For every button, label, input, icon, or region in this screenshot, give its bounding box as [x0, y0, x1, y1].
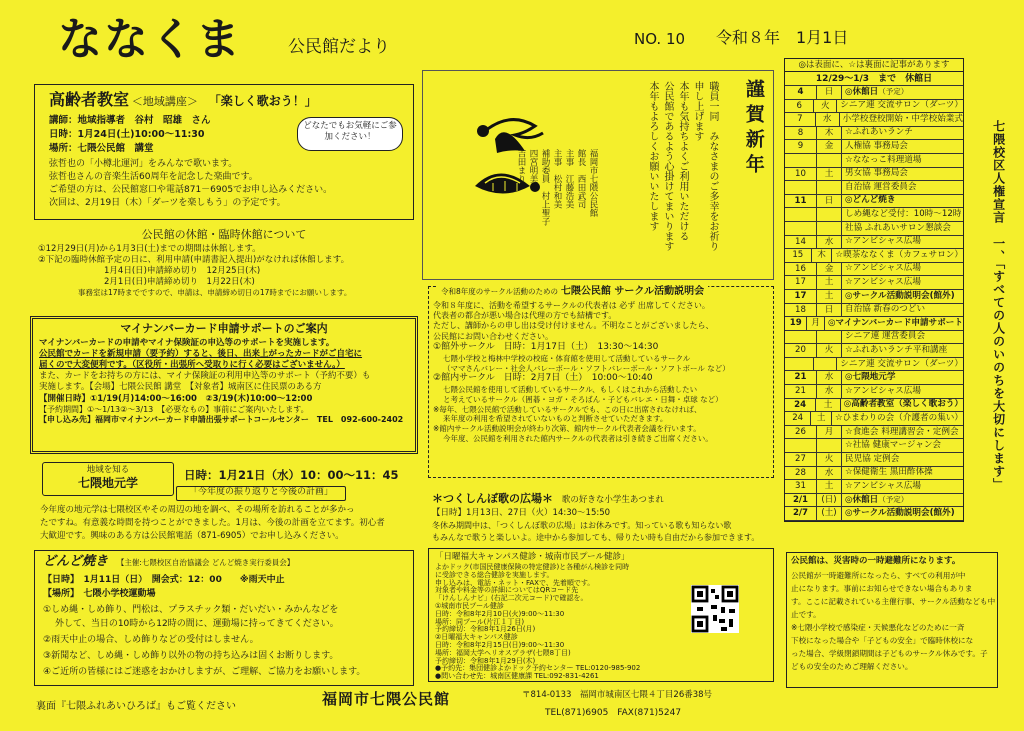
calendar-weekday	[817, 439, 842, 452]
calendar-weekday: (日)	[817, 494, 842, 507]
disaster-line: す。ここに記載されている主催行事、サークル活動なども中	[791, 597, 996, 607]
calendar-day: 7	[785, 113, 816, 126]
calendar-day: 14	[785, 236, 817, 249]
closure-section	[34, 228, 414, 310]
calendar-row	[785, 236, 963, 250]
disaster-line: った場合、学級閉鎖期間は子どものサークル休みです。子	[791, 649, 988, 659]
health-line: ●問い合わせ先：城南区健康課 TEL:092-831-4261	[435, 672, 599, 681]
elderly-subtitle: ＜地域講座＞	[131, 95, 198, 108]
elderly-body: 次回は、2月19日（木）「ダーツを楽しもう」の予定です。	[49, 198, 286, 208]
health-line: 日時：令和8年2月15日(日)9:00～11:30	[435, 640, 565, 649]
calendar-row	[785, 371, 963, 385]
calendar-day	[785, 439, 817, 452]
health-line: よかドック(市国民健康保険の特定健診)と各種がん検診を同時	[435, 563, 630, 571]
calendar-event: 男女協 事務局会	[845, 168, 908, 179]
calendar-weekday: 土	[817, 480, 842, 493]
calendar-row	[785, 331, 963, 345]
closure-line: 2月1日(日)申請締め切り 1月22日(木)	[104, 277, 255, 288]
calendar-day: 17	[785, 276, 817, 289]
greeting-title: 謹賀新年	[742, 79, 765, 179]
calendar-weekday: 土	[817, 290, 842, 303]
calendar-event: ☆社協 健康マージャン会	[845, 440, 942, 451]
calendar-event: 小学校登校開始・中学校始業式	[842, 113, 963, 124]
calendar-event: シニア連 運営委員会	[845, 331, 926, 342]
closure-line: ②下記の臨時休館予定の日に、利用申請(申請書記入提出)がなければ休館します。	[38, 255, 350, 266]
mynumber-box	[30, 316, 418, 454]
tsukushinbo-line: 冬休み期間中は、「つくしんぼ歌の広場」はお休みです。知っている歌も知らない歌	[432, 521, 732, 530]
calendar-day: 24	[785, 399, 816, 412]
mynumber-title: マイナンバーカード申請サポートのご案内	[120, 322, 328, 335]
calendar-row	[785, 195, 963, 209]
calendar-event: ◎高齢者教室（楽しく歌おう）	[843, 399, 963, 410]
calendar-event: ☆保健衛生 黒田酢体操	[845, 467, 933, 478]
calendar-row	[785, 140, 963, 154]
calendar-day	[785, 358, 814, 371]
calendar-event: ☆ななっこ料理道場	[845, 154, 922, 165]
calendar-row	[785, 100, 963, 114]
dondo-box	[34, 550, 414, 686]
calendar-event: ☆食進会 料理講習会・定例会	[845, 426, 959, 437]
calendar-event: 自治協 運営委員会	[845, 181, 917, 192]
masthead-title: ななくま	[58, 14, 242, 65]
calendar-weekday	[817, 222, 842, 235]
health-line: 申し込みは、電話・ネット・FAXで、先着順です。	[435, 578, 595, 587]
calendar-event: ☆ふれあいランチ平和講座	[845, 344, 948, 355]
health-line: 日時：令和8年2月10日(火)9:00～11:30	[435, 609, 565, 618]
footer-org: 福岡市七隈公民館	[322, 690, 451, 708]
calendar-row	[785, 344, 963, 358]
health-line: ●予約先：集団健診よかドック予約センター TEL:0120-985-902	[435, 664, 641, 673]
calendar-row	[785, 399, 963, 413]
calendar-weekday	[817, 181, 842, 194]
dondo-line: 【日時】 1月11日（日） 開会式：12：00 ※雨天中止	[43, 575, 285, 585]
health-line: 予約締切：令和8年1月29日(木)	[435, 656, 536, 665]
footer-address: 〒814-0133 福岡市城南区七隈４丁目26番38号	[522, 690, 713, 700]
health-line: 対象者や料金等の詳細についてはQRコード先	[435, 586, 579, 595]
issue-date: 令和８年 1月1日	[716, 28, 849, 47]
calendar-row	[785, 208, 963, 222]
issue-number: NO. 10	[634, 30, 686, 48]
circle-line: ※館内サークル活動説明会が終わり次第、館内サークル代表者会議を行います。	[433, 424, 701, 434]
tsukushinbo-line: 【日時】1月13日、27日（火）14:30～15:50	[432, 508, 611, 518]
calendar-event: ◎マイナンバーカード申請サポート	[827, 317, 963, 328]
disaster-line: 下校になった場合や「子どもの安全」で臨時休校にな	[791, 636, 974, 646]
calendar-row	[785, 113, 963, 127]
elderly-body: 弦哲也さんの音楽生活60周年を記念した楽曲です。	[49, 172, 258, 182]
circle-line: 令和８年度に、活動を希望するサークルの代表者は 必ず 出席してください。	[433, 300, 710, 310]
disaster-line: 公民館が一時避難所になったら、すべての利用が中	[791, 571, 966, 581]
mynumber-line: 【申し込み先】福岡市マイナンバーカード申請出張サポートコールセンター TEL 092-600-2402	[39, 414, 404, 424]
health-line: 場所：同プール(片江１丁目)	[435, 617, 525, 626]
calendar-row	[785, 222, 963, 236]
calendar-event: ◎休館日（予定）	[845, 494, 909, 505]
dondo-line: ③新聞など、しめ縄・しめ飾り以外の物の持ち込みは固くお断りします。	[43, 651, 339, 661]
calendar-day: 21	[785, 371, 817, 384]
calendar-day	[785, 222, 817, 235]
tsukushinbo-line: もみんなで歌うと楽しいよ。途中から参加しても、帰りたい時も自由だから参加できます。	[432, 533, 760, 542]
circle-line: 七隈公民館を使用して活動しているサークル、もしくはこれから活動したい	[443, 385, 698, 395]
calendar-weekday	[817, 208, 842, 221]
calendar-weekday: 水	[817, 467, 842, 480]
calendar-weekday: 日	[817, 304, 842, 317]
elderly-body: ご希望の方は、公民館窓口や電話871－6905でお申し込みください。	[49, 185, 333, 195]
dondo-line: ②雨天中止の場合、しめ飾りなどの受付はしません。	[43, 635, 259, 645]
calendar-event: ☆アンビシャス広場	[845, 385, 921, 396]
dondo-line: 外して、当日の10時から12時の間に、運動場に持ってきてください。	[55, 619, 339, 629]
calendar-weekday: 金	[817, 263, 842, 276]
disaster-title: 公民館は、災害時の一時避難所になります。	[791, 556, 961, 566]
calendar-day	[785, 181, 817, 194]
calendar-event: ☆喫茶ななくま（カフェサロン）	[835, 249, 963, 260]
chimoto-tag-box: 地域を知る 七隈地元学	[42, 462, 174, 496]
calendar-row	[785, 453, 963, 467]
health-line: 「けんしんナビ」(右記二次元コード)で確認を。	[435, 594, 588, 603]
health-line: ①城南市民プール健診	[435, 601, 504, 610]
calendar-day: 16	[785, 263, 817, 276]
disaster-line: どもの安全のためご理解ください。	[791, 662, 913, 672]
calendar-row	[785, 317, 963, 331]
disaster-line: ※七隈小学校で感染症・天候悪化などのために一斉	[791, 623, 965, 633]
calendar-row	[785, 385, 963, 399]
calendar-event: シニア連 交流サロン（ダーツ）	[840, 100, 963, 111]
greeting-box	[422, 70, 774, 280]
calendar-row	[785, 426, 963, 440]
calendar-event: ☆アンビシャス広場	[845, 263, 921, 274]
calendar-row	[785, 168, 963, 182]
closure-line: 事務室は17時までですので、申請は、申請締め切日の17時までにお願いします。	[78, 288, 352, 298]
calendar-weekday: 日	[817, 195, 842, 208]
calendar-weekday: 水	[817, 385, 842, 398]
calendar-row	[785, 358, 963, 372]
dondo-org: 【主催:七隈校区自治協議会 どんど焼き実行委員会】	[116, 558, 295, 567]
calendar-day	[785, 208, 817, 221]
circle-line: と考えているサークル（囲碁・ヨガ・そろばん・子どもバレエ・日舞・卓球 など）	[443, 394, 723, 404]
closure-title: 公民館の休館・臨時休館について	[141, 228, 307, 241]
calendar-row	[785, 276, 963, 290]
calendar-weekday: 水	[817, 371, 842, 384]
calendar-row	[785, 249, 963, 263]
mynumber-line: マイナンバーカードの申請やマイナ保険証の申込等のサポートを実施します。	[39, 338, 335, 349]
calendar-weekday	[817, 331, 842, 344]
calendar-day: 21	[785, 385, 817, 398]
calendar-day: 27	[785, 453, 817, 466]
circle-box	[428, 286, 774, 478]
calendar-row	[785, 263, 963, 277]
health-line: 予約締切：令和8年1月26日(月)	[435, 625, 536, 634]
calendar-day: 26	[785, 426, 817, 439]
elderly-line: 日時：1月24日(土)10:00～11:30	[49, 129, 205, 140]
calendar-day: 11	[785, 195, 817, 208]
calendar-day: 2/7	[785, 507, 817, 520]
calendar-notice: ◎は表面に、☆は裏面に記事があります	[784, 58, 964, 72]
calendar-row	[785, 304, 963, 318]
calendar-event: ☆アンビシャス広場	[845, 277, 921, 288]
calendar-day: 9	[785, 140, 817, 153]
calendar-event: ☆アンビシャス広場	[845, 480, 921, 491]
health-line: ②日曜福大キャンパス健診	[435, 633, 518, 642]
circle-line: 公民館にお問い合わせください。	[433, 331, 553, 341]
calendar-day	[785, 154, 817, 167]
circle-line: ②館内サークル 日時：2月7日（土） 10:00～10:40	[433, 373, 653, 384]
calendar-event: シニア連 交流サロン（ダーツ）	[840, 358, 963, 369]
calendar-event: ◎七隈地元学	[845, 372, 896, 383]
calendar-row	[785, 154, 963, 168]
calendar-weekday: 日	[817, 86, 842, 99]
circle-line: ただし、講師からの申し出は受け付けません。不明なことがございましたら、	[433, 321, 714, 331]
calendar-event: ◎どんど焼き	[845, 195, 896, 206]
calendar-weekday: 土	[817, 168, 842, 181]
calendar-event: ◎休館日（予定）	[845, 86, 909, 97]
chimoto-theme: 「今年度の振り返りと今後の計画」	[176, 486, 346, 501]
circle-line: 代表者の都合が悪い場合は代理の方でも結構です。	[433, 311, 617, 321]
calendar-day: 28	[785, 467, 817, 480]
health-box	[428, 548, 774, 682]
mynumber-line: 実施します。【会場】七隈公民館 講堂 【対象者】城南区に住民票のある方	[39, 382, 322, 393]
disaster-box	[786, 552, 998, 688]
calendar-event: ◎サークル活動説明会(館外)	[845, 290, 955, 301]
chimoto-body: たですね。有意義な時間を持つことができました。1月は、今後の計画を立てます。初心者	[40, 518, 385, 528]
calendar-weekday: 火	[817, 344, 842, 357]
calendar-row	[785, 467, 963, 481]
circle-title: 七隈公民館 サークル活動説明会	[560, 286, 705, 297]
calendar-row	[785, 412, 963, 426]
chimoto-datetime: 日時：1月21日（水）10：00～11：45	[184, 468, 399, 482]
calendar-day: 19	[785, 317, 807, 330]
calendar-day: 6	[785, 100, 814, 113]
calendar-event: ☆アンビシャス広場	[845, 236, 921, 247]
chimoto-title: 七隈地元学	[77, 476, 138, 491]
calendar-row	[785, 86, 963, 100]
calendar-weekday	[817, 154, 842, 167]
calendar-day: 20	[785, 344, 817, 357]
calendar-weekday: 月	[807, 317, 825, 330]
circle-sub: 令和8年度のサークル活動のための	[441, 287, 559, 296]
calendar-event: ☆ひまわりの会（介護者の集い）	[834, 412, 963, 423]
calendar-event: 社協 ふれあいサロン懇談会	[845, 222, 951, 233]
calendar-event: ◎サークル活動説明会(館外)	[845, 508, 955, 519]
calendar-row	[785, 290, 963, 304]
calendar-row	[785, 507, 963, 521]
elderly-line: 講師：地域指導者 谷村 昭雄 さん	[49, 115, 211, 126]
disaster-line: 止になります。事前にお知らせできない場合もありま	[791, 584, 973, 594]
calendar-day: 31	[785, 480, 817, 493]
calendar-weekday: 火	[817, 453, 842, 466]
mynumber-line: また、カードをお持ちの方には、マイナ保険証の利用申込等のサポート（予約不要）も	[39, 371, 371, 382]
greeting-body: 職員一同 みなさまのご多幸をお祈り 申し上げます 本年も気持ちよくご利用いただける 公民館であるよう心掛けてまいります 本年もよろしくお願いいたします	[647, 81, 718, 251]
calendar-weekday: 木	[812, 249, 833, 262]
dondo-line: 【場所】 七隈小学校運動場	[43, 589, 156, 599]
calendar-day: 15	[785, 249, 812, 262]
health-line: に受診できる総合健診を実施します。	[435, 570, 554, 579]
health-title: 「日曜福大キャンパス健診・城南市民プール健診」	[435, 552, 630, 562]
chimoto-body: 今年度の地元学は七隈校区やその周辺の地を調べ、その場所を訪れることが多かっ	[40, 505, 355, 515]
calendar-event: 自治協 新春のつどい	[845, 304, 926, 315]
disaster-line: 止です。	[791, 610, 821, 620]
calendar-day: 17	[785, 290, 817, 303]
calendar-row	[785, 480, 963, 494]
calendar-day: 10	[785, 168, 817, 181]
calendar-event: 民児協 定例会	[845, 453, 900, 464]
calendar-weekday: 火	[814, 100, 837, 113]
mynumber-line: 公民館でカードを新規申請（要予約）すると、後日、出来上がったカードがご自宅に	[39, 349, 363, 360]
circle-line: 七隈小学校と梅林中学校の校庭・体育館を使用して活動しているサークル	[443, 353, 691, 363]
calendar-day: 4	[785, 86, 817, 99]
calendar	[784, 72, 964, 522]
calendar-row	[785, 127, 963, 141]
elderly-bubble: どなたでもお気軽にご参加ください！	[297, 117, 403, 151]
circle-line: 来年度の利用を希望されていないものと判断させていただきます。	[443, 414, 668, 424]
calendar-event: しめ縄など受付：10時～12時	[845, 209, 962, 220]
dondo-line: ①しめ縄・しめ飾り、門松は、プラスチック類・だいだい・みかんなどを	[43, 605, 339, 615]
calendar-weekday: 水	[816, 113, 840, 126]
calendar-weekday: 土	[811, 412, 832, 425]
calendar-weekday: 金	[817, 140, 842, 153]
calendar-weekday: 土	[816, 399, 840, 412]
circle-line: （ママさんバレー・社会人バレーボール・ソフトバレーボール・ソフトボール など）	[443, 363, 730, 373]
mynumber-line: 【開催日時】①1/19(月)14:00～16:00 ②3/19(木)10:00～12:00	[39, 393, 313, 404]
calendar-event: ☆ふれあいランチ	[845, 127, 913, 138]
elderly-body: 弦哲也の「小樽北運河」をみんなで歌います。	[49, 159, 238, 169]
calendar-weekday	[814, 358, 837, 371]
calendar-weekday: 月	[817, 426, 842, 439]
elderly-title: 高齢者教室	[49, 90, 130, 109]
calendar-day	[785, 331, 817, 344]
calendar-event: 人権協 事務局会	[845, 141, 908, 152]
chimoto-body: 大歓迎です。興味のある方は公民館電話（871-6905）でお申し込みください。	[40, 531, 344, 541]
calendar-day: 2/1	[785, 494, 817, 507]
greeting-staff: 福岡市七隈公民館 館長 西田武司 主事 江藤浩美 主事 松村和美 補助委員 村上聖子 四宮明美 吉田まり	[516, 149, 598, 226]
circle-line: 今年度、公民館を利用された館内サークルの代表者は引き続きご出席ください。	[443, 433, 713, 443]
calendar-weekday: 水	[817, 236, 842, 249]
calendar-row	[785, 494, 963, 508]
calendar-row	[785, 439, 963, 453]
calendar-weekday: 木	[817, 127, 842, 140]
elderly-line: 場所：七隈公民館 講堂	[49, 143, 154, 154]
closure-line: 1月4日(日)申請締め切り 12月25日(木)	[104, 266, 261, 277]
calendar-row	[785, 181, 963, 195]
calendar-day: 24	[785, 412, 811, 425]
dondo-title: どんど焼き	[43, 554, 109, 569]
mynumber-line: 届くので大変便利です。（区役所・出張所へ受取りに行く必要はございません。）	[39, 360, 345, 371]
elderly-class-box	[34, 84, 414, 220]
footer-tel: TEL(871)6905 FAX(871)5247	[545, 708, 682, 718]
dondo-line: ④ご近所の皆様にはご迷惑をおかけしますが、ご理解、ご協力をお願いします。	[43, 667, 366, 677]
qr-code-icon[interactable]	[691, 585, 739, 633]
mynumber-line: 【予約期間】①～1/13②～3/13 【必要なもの】事前にご案内いたします。	[39, 404, 309, 414]
elderly-theme: 「楽しく歌おう！」	[208, 94, 317, 108]
calendar-weekday: (土)	[817, 507, 842, 520]
circle-line: ①館外サークル 日時：1月17日（土） 13:30～14:30	[433, 342, 659, 353]
tsukushinbo-header: ＊つくしんぼ歌の広場＊ 歌の好きな小学生あつまれ	[432, 492, 664, 505]
closure-line: ①12月29日(月)から1月3日(土)までの期間は休館します。	[38, 244, 261, 255]
masthead-subtitle: 公民館だより	[288, 37, 390, 57]
calendar-weekday: 土	[817, 276, 842, 289]
calendar-header: 12/29～1/3 まで 休館日	[785, 72, 963, 86]
vertical-slogan: 七隈校区人権宣言 一、「すべての人のいのちを大切にします」	[991, 120, 1006, 491]
health-line: 場所：福岡大学ヘリオスプラザ(七隈8丁目)	[435, 648, 571, 657]
calendar-day: 18	[785, 304, 817, 317]
calendar-day: 8	[785, 127, 817, 140]
circle-line: ※毎年、七隈公民館で活動しているサークルでも、この日に出席されなければ、	[433, 404, 702, 414]
footer-back-note: 裏面『七隈ふれあいひろば』もご覧ください	[36, 701, 236, 712]
